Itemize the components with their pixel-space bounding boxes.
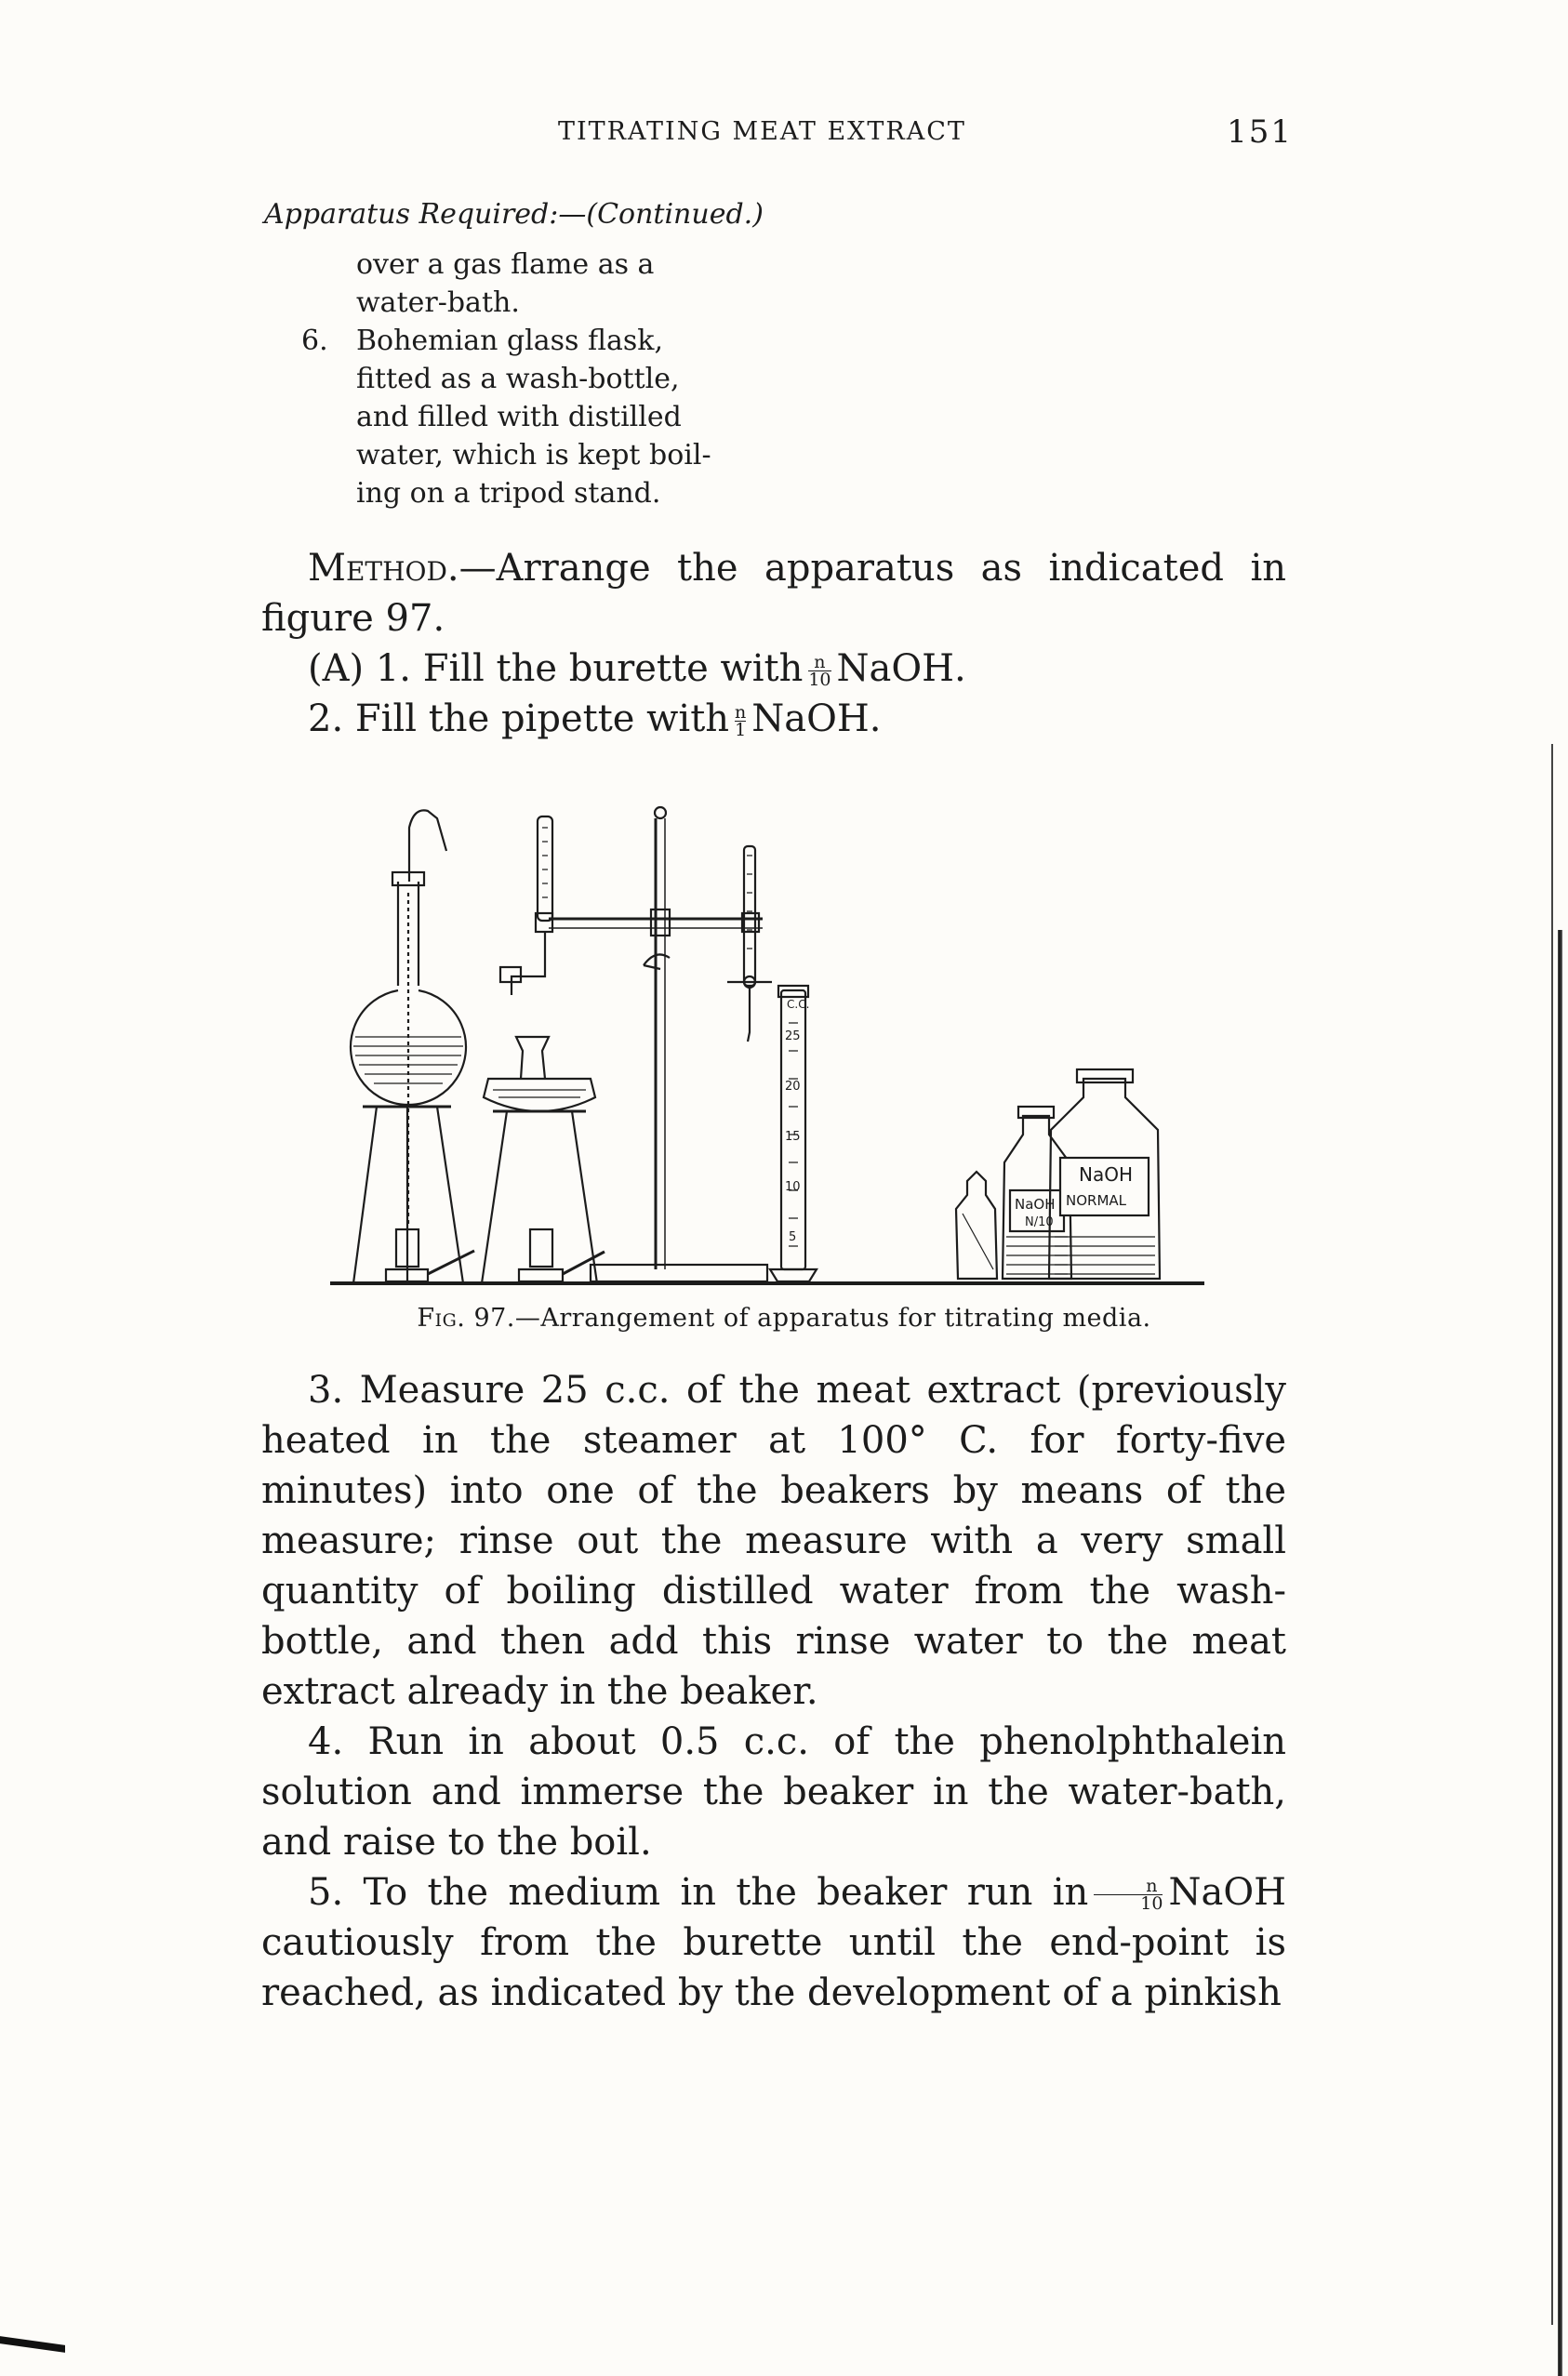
small-bottle-sublabel: N/10	[1025, 1215, 1054, 1229]
page-edge-shadow	[1558, 930, 1562, 2376]
figure-caption-text: —Arrangement of apparatus for titrating media.	[514, 1304, 1151, 1333]
page-edge-line	[1551, 744, 1553, 2325]
method-section	[261, 543, 1286, 744]
large-bottle-label: NaOH	[1079, 1163, 1133, 1186]
cylinder-label-top: C.C.	[787, 998, 810, 1011]
fraction-n-10: $\frac{n}{10}$	[808, 652, 831, 690]
large-bottle-sublabel: NORMAL	[1066, 1192, 1127, 1209]
list-item-number: 6.	[301, 325, 328, 357]
figure-label: Fig. 97.	[417, 1304, 515, 1333]
page-header	[260, 113, 1293, 154]
apparatus-heading: Apparatus Required:—(Continued.)	[264, 198, 764, 231]
page-number: 151	[1227, 113, 1293, 151]
figure-caption	[0, 1304, 1568, 1333]
method-paragraph: Method.—Arrange the apparatus as indicated in figure 97.	[261, 547, 1286, 640]
scan-corner-mark	[0, 2336, 65, 2353]
apparatus-illustration	[326, 800, 1209, 1302]
cylinder-mark-10: 10	[785, 1180, 801, 1194]
water-bath-beaker	[484, 1037, 595, 1111]
cylinder-mark-20: 20	[785, 1080, 801, 1094]
method-step-a: (A) 1. Fill the burette with $\frac{n}{10}$ NaOH.	[308, 647, 966, 690]
cylinder-mark-15: 15	[785, 1130, 801, 1144]
step-3: 3. Measure 25 c.c. of the meat extract (previously heated in the steamer at 100° C. for forty-five minutes) into one of the beakers by means of the measure; rinse out the measure with a very small quantity of boiling distilled water from the wash-bottle, and then add this rinse water to the meat extract already in the beaker.	[261, 1369, 1286, 1713]
step-5: 5. To the medium in the beaker run in $\frac{n}{10}$ NaOH cautiously from the burette until the end-point is reached, as indicated by the development of a pinkish	[261, 1871, 1286, 2014]
fraction-n-1: $\frac{n}{1}$	[735, 702, 747, 740]
pipette	[727, 846, 772, 1042]
list-continuation: over a gas flame as a water-bath.	[356, 248, 655, 319]
tripod-stand-middle	[482, 1111, 597, 1283]
method-label: Method.	[308, 547, 459, 590]
indicator-dropper-bottle	[956, 1172, 997, 1279]
fraction-n-10-step5: $\frac{n}{10}$	[1094, 1878, 1163, 1912]
tripod-stand-left	[353, 1107, 463, 1283]
step-4: 4. Run in about 0.5 c.c. of the phenolphthalein solution and immerse the beaker in the water-bath, and raise to the boil.	[261, 1720, 1286, 1864]
retort-stand	[536, 807, 767, 1281]
method-step-2: 2. Fill the pipette with $\frac{n}{1}$ NaOH.	[308, 697, 882, 740]
apparatus-list	[298, 246, 753, 512]
list-item-6: 6. Bohemian glass flask, fitted as a wash-bottle, and filled with distilled water, which is kept boil- ing on a tripod stand.	[298, 322, 753, 512]
cylinder-mark-5: 5	[789, 1230, 797, 1244]
cylinder-mark-25: 25	[785, 1029, 801, 1043]
steps-section	[261, 1365, 1286, 2018]
running-head: TITRATING MEAT EXTRACT	[558, 117, 966, 146]
small-bottle-label: NaOH	[1015, 1196, 1056, 1213]
bunsen-burner-middle	[519, 1229, 605, 1281]
burette	[500, 816, 552, 995]
